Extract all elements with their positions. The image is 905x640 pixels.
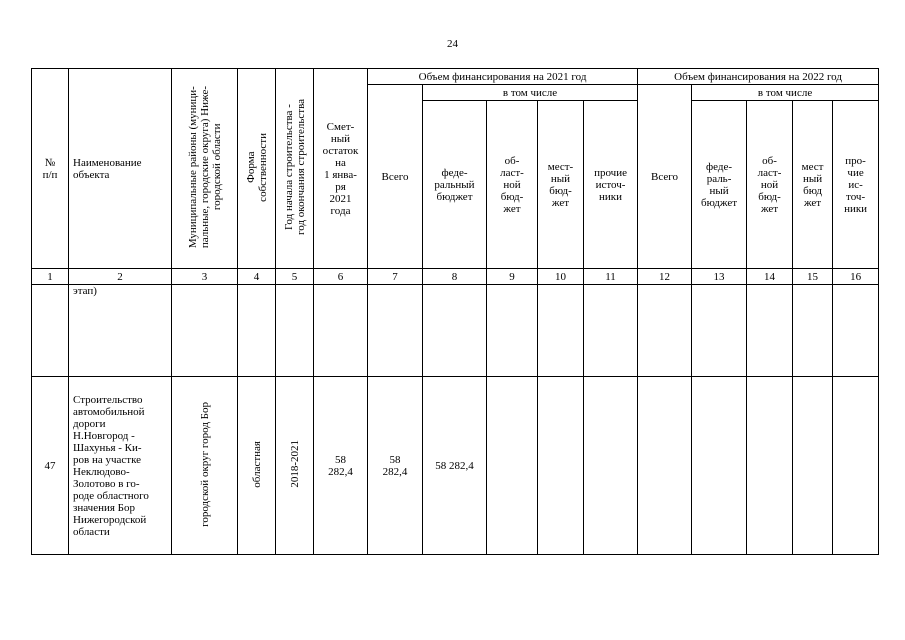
- column-number: 4: [238, 269, 276, 285]
- header-ownership-text: Форма собственности: [244, 132, 269, 202]
- header-federal-2022: феде- раль- ный бюджет: [692, 101, 747, 269]
- header-group-2021: Объем финансирования на 2021 год: [368, 69, 638, 85]
- header-group-2022: Объем финансирования на 2022 год: [638, 69, 879, 85]
- column-number: 9: [487, 269, 538, 285]
- column-number: 11: [584, 269, 638, 285]
- column-number: 10: [538, 269, 584, 285]
- column-number: 8: [423, 269, 487, 285]
- row-federal-2021: [423, 285, 487, 377]
- page-number: 24: [447, 38, 458, 50]
- row-federal-2022: [692, 285, 747, 377]
- header-object-name: Наименование объекта: [69, 69, 172, 269]
- row-total-2021: 58 282,4: [368, 377, 423, 555]
- header-federal-2021: феде- ральный бюджет: [423, 101, 487, 269]
- row-local-2021: [538, 377, 584, 555]
- row-federal-2022: [692, 377, 747, 555]
- financing-table: [31, 68, 879, 555]
- header-total-2021: Всего: [368, 85, 423, 269]
- column-number: 13: [692, 269, 747, 285]
- header-including-2022: в том числе: [692, 85, 879, 101]
- column-number: 15: [793, 269, 833, 285]
- row-years: [276, 377, 314, 555]
- header-other-2021: прочие источ- ники: [584, 101, 638, 269]
- column-number: 5: [276, 269, 314, 285]
- table-row: [32, 285, 879, 377]
- header-regional-2021: об- ласт- ной бюд- жет: [487, 101, 538, 269]
- row-other-2022: [833, 377, 879, 555]
- header-total-2022: Всего: [638, 85, 692, 269]
- row-years-text: 2018-2021: [288, 440, 301, 488]
- row-local-2022: [793, 377, 833, 555]
- row-object-name: этап): [69, 285, 172, 377]
- row-num: 47: [32, 377, 69, 555]
- row-other-2022: [833, 285, 879, 377]
- row-total-2022: [638, 377, 692, 555]
- row-other-2021: [584, 377, 638, 555]
- row-balance: [314, 285, 368, 377]
- header-years: [276, 69, 314, 269]
- header-local-2021: мест- ный бюд- жет: [538, 101, 584, 269]
- header-district-text: Муниципальные районы (муници- пальные, городские округа) Ниже- городской области: [186, 85, 223, 249]
- column-number: 6: [314, 269, 368, 285]
- header-including-2021: в том числе: [423, 85, 638, 101]
- row-district: [172, 377, 238, 555]
- column-number: 2: [69, 269, 172, 285]
- header-other-2022: про- чие ис- точ- ники: [833, 101, 879, 269]
- header-local-2022: мест ный бюд жет: [793, 101, 833, 269]
- row-object-name: Строительство автомобильной дороги Н.Новгород - Шахунья - Ки- ров на участке Неклюдово- Золотово в го- роде областного значения Бор Нижегородской области: [69, 377, 172, 555]
- row-regional-2021: [487, 377, 538, 555]
- row-district-text: городской округ город Бор: [198, 401, 211, 527]
- column-number: 16: [833, 269, 879, 285]
- header-district: [172, 69, 238, 269]
- row-regional-2022: [747, 285, 793, 377]
- column-number: 1: [32, 269, 69, 285]
- column-number: 3: [172, 269, 238, 285]
- column-number-row: [32, 269, 879, 285]
- row-num: [32, 285, 69, 377]
- row-regional-2021: [487, 285, 538, 377]
- row-ownership-text: областная: [250, 440, 263, 488]
- header-row-1: [32, 69, 879, 85]
- row-regional-2022: [747, 377, 793, 555]
- row-balance: 58 282,4: [314, 377, 368, 555]
- column-number: 7: [368, 269, 423, 285]
- header-regional-2022: об- ласт- ной бюд- жет: [747, 101, 793, 269]
- row-total-2022: [638, 285, 692, 377]
- column-number: 14: [747, 269, 793, 285]
- row-ownership: [238, 377, 276, 555]
- row-local-2021: [538, 285, 584, 377]
- row-years: [276, 285, 314, 377]
- header-num: № п/п: [32, 69, 69, 269]
- row-local-2022: [793, 285, 833, 377]
- row-total-2021: [368, 285, 423, 377]
- row-federal-2021: 58 282,4: [423, 377, 487, 555]
- row-other-2021: [584, 285, 638, 377]
- row-ownership: [238, 285, 276, 377]
- header-years-text: Год начала строительства - год окончания строительства: [282, 99, 307, 235]
- header-estimated-balance: Смет- ный остаток на 1 янва- ря 2021 года: [314, 69, 368, 269]
- table-row: [32, 377, 879, 555]
- header-ownership: [238, 69, 276, 269]
- row-district: [172, 285, 238, 377]
- column-number: 12: [638, 269, 692, 285]
